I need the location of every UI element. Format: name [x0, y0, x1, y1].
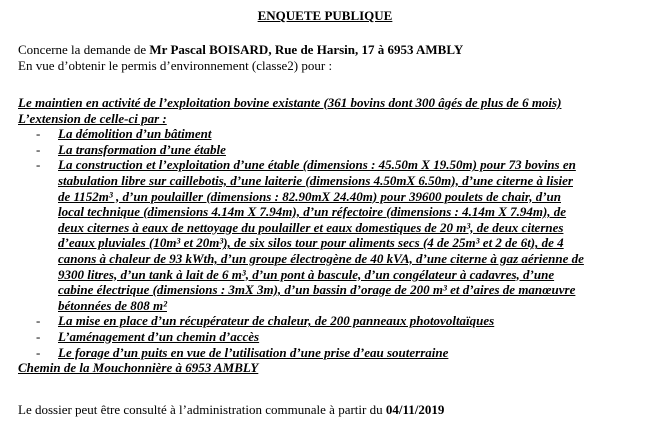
list-item-line: La mise en place d’un récupérateur de chaleur, de 200 panneaux photovoltaïques	[58, 313, 495, 329]
list-dash: -	[36, 328, 41, 344]
consultation-line	[18, 402, 444, 418]
list-dash: -	[36, 344, 41, 360]
list-item-line: local technique (dimensions 4.14m X 7.94m), d’un réfectoire (dimensions : 4.14m X 7.94m), de	[58, 204, 567, 220]
list-item-line: d’eaux pluviales (10m³ et 20m³), de six silos tour pour aliments secs (4 de 25m³ et 2 de 6t), de 4	[58, 235, 564, 251]
applicant-name: Mr Pascal BOISARD, Rue de Harsin, 17 à 6953 AMBLY	[149, 42, 464, 57]
list-item-line: La construction et l’exploitation d’une étable (dimensions : 45.50m X 19.50m) pour 73 bovins en	[58, 157, 576, 173]
request-prefix: Concerne la demande de	[18, 42, 150, 57]
list-dash: -	[36, 141, 41, 157]
page-title: ENQUETE PUBLIQUE	[257, 8, 393, 23]
list-item-line: cabine électrique (dimensions : 3mX 3m), d’un bassin d’orage de 200 m³ et d’aires de manœuvre	[58, 282, 576, 298]
list-item	[18, 313, 638, 329]
list-item-line: La démolition d’un bâtiment	[58, 126, 212, 142]
list-item-line: canons à chaleur de 93 kWth, d’un groupe électrogène de 40 kVA, d’une citerne à gaz aérienne de	[58, 250, 584, 266]
list-item-line: de 1152m³ , d’un poulailler (dimensions : 82.90mX 24.40m) pour 39600 poulets de chair, d’un	[58, 188, 562, 204]
list-item-line: La transformation d’une étable	[58, 141, 226, 157]
list-item	[18, 345, 638, 361]
request-line	[18, 42, 638, 58]
list-dash: -	[36, 157, 41, 173]
consultation-date: 04/11/2019	[385, 402, 445, 417]
list-item-line: 9300 litres, d’un tank à lait de 6 m³, d’un pont à bascule, d’un congélateur à cadavres, d’une	[58, 266, 555, 282]
list-item	[18, 329, 638, 345]
maintien-line: Le maintien en activité de l’exploitation bovine existante (361 bovins dont 300 âgés de plus de 6 mois)	[18, 95, 562, 110]
list-item-line: deux citernes à eaux de nettoyage du poulailler et eaux domestiques de 20 m³, de deux citernes	[58, 219, 564, 235]
list-item-line: bétonnées de 808 m²	[58, 297, 167, 313]
extension-line: L’extension de celle-ci par :	[18, 110, 167, 126]
list-dash: -	[36, 126, 41, 142]
list-dash: -	[36, 313, 41, 329]
work-items-list	[18, 126, 638, 360]
list-item-line: Le forage d’un puits en vue de l’utilisation d’une prise d’eau souterraine	[58, 344, 449, 360]
list-item	[18, 142, 638, 158]
list-item	[18, 157, 638, 313]
list-item-line: L’aménagement d’un chemin d’accès	[58, 328, 260, 344]
consultation-text: Le dossier peut être consulté à l’administration communale à partir du	[18, 402, 386, 417]
list-item-line: stabulation libre sur caillebotis, d’une laiterie (dimensions 4.50mX 6.50m), d’une citerne à lisier	[58, 172, 573, 188]
site-address: Chemin de la Mouchonnière à 6953 AMBLY	[18, 360, 259, 376]
permit-line: En vue d’obtenir le permis d’environnement (classe2) pour :	[18, 57, 333, 73]
intro-block	[18, 42, 638, 73]
list-item	[18, 126, 638, 142]
project-description	[18, 95, 638, 376]
